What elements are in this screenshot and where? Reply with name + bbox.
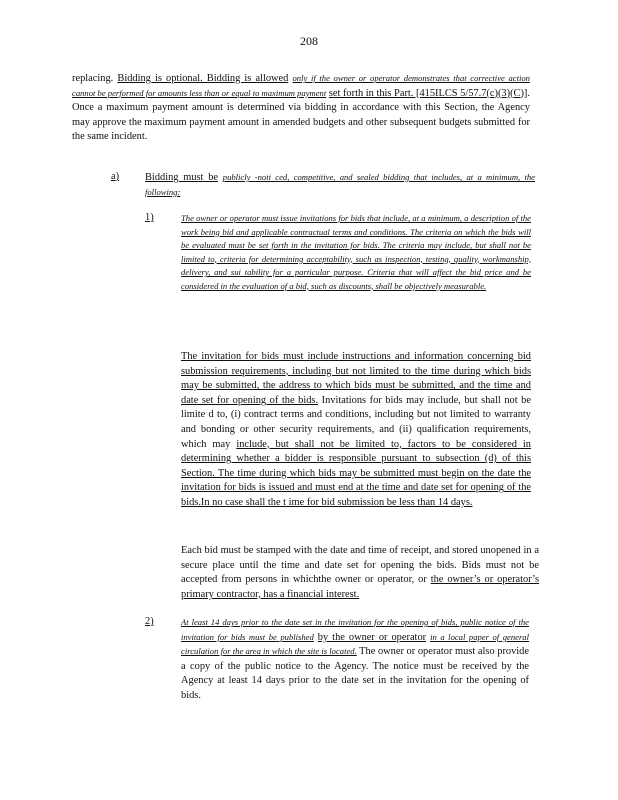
item-1-invitation-paragraph bbox=[181, 350, 531, 511]
stamp-plain: Each bid must be stamped with the date and time of receipt, and stored unopened in a secure place until the time and date set for opening the bids. Bids must not be accepted from persons in whichthe owner or operator, or bbox=[181, 545, 539, 586]
intro-lead: replacing. bbox=[72, 73, 114, 84]
invitation-plain: Invitations for bids may include, but shall not be limite d to, (i) contract terms and conditions, including but not limited to warranty and bonding or other security requirements, and (ii) qualification requirements, which may bbox=[181, 394, 531, 450]
section-a-plain: Bidding must be bbox=[145, 172, 219, 183]
intro-paragraph bbox=[72, 72, 530, 145]
item-2-plain-b: The owner or operator must also provide a copy of the public notice to the Agency. The notice must be received by the Agency at least 14 days prior to the date set in the invitation for the opening of bids. bbox=[181, 646, 529, 701]
invitation-underlined: The invitation for bids must include instructions and information concerning bid submission requirements, including but not limited to the time during which bids may be submitted, the address to which bids must be submitted, and the time and date set for opening of the bids. bbox=[181, 351, 531, 406]
intro-underlined-b: set forth in this Part. [415ILCS 5/57.7(c)(3)(C)] bbox=[328, 87, 528, 99]
stamp-underlined: the owner’s or operator’s primary contractor, has a financial interest. bbox=[181, 574, 540, 600]
item-2-italic-b: in a local paper of general circulation for the area in which the site is located. bbox=[181, 631, 529, 657]
item-1-label: 1) bbox=[145, 212, 154, 223]
item-2-plain-a: by the owner or operator bbox=[317, 631, 427, 643]
section-a-italic: publicly -noti ced, competitive, and sealed bidding that includes, at a minimum, the following: bbox=[145, 172, 535, 197]
section-a-label: a) bbox=[111, 171, 120, 182]
item-1-criteria-paragraph: The owner or operator must issue invitations for bids that include, at a minimum, a description of the work being bid and applicable contractual terms and conditions. The criteria on which the bids will be evaluated must be set forth in the invitation for bids. The criteria may include, but shall not be limited to, criteria for determining acceptability, such as inspection, testing, quality, workmanship, delivery, and sui tability for a particular purpose. Criteria that will affect the bid price and be considered in the evaluation of a bid, such as discounts, shall be objectively measurable. bbox=[181, 213, 531, 291]
page-number: 208 bbox=[300, 34, 318, 48]
item-2-label: 2) bbox=[145, 616, 154, 627]
item-1-stamp-paragraph bbox=[181, 544, 539, 602]
item-2-italic-a: At least 14 days prior to the date set in the invitation for the opening of bids, public notice of the invitation for bids must be published bbox=[181, 617, 529, 642]
invitation-underlined-end: include, but shall not be limited to, factors to be considered in determining whether a bidder is responsible pursuant to subsection (d) of this Section. The time during which bids may be submitted must begin on the date the invitation for bids is issued and must end at the time and date set for opening of the bids.In no case shall the t ime for bid submission be less than 14 days. bbox=[181, 438, 531, 508]
intro-italic-a: only if the owner or operator demonstrates that corrective action cannot be performed for amounts less than or equal to maximum payment bbox=[72, 73, 530, 98]
intro-underlined-a: Bidding is optional. Bidding is allowed bbox=[117, 73, 289, 84]
item-2-paragraph bbox=[181, 616, 529, 704]
intro-rest: . Once a maximum payment amount is determined via bidding in accordance with this Section, the Agency may approve the maximum payment amount in amended budgets and other subsequent budgets submitted for the same incident. bbox=[72, 87, 530, 143]
section-a-text bbox=[145, 171, 535, 200]
